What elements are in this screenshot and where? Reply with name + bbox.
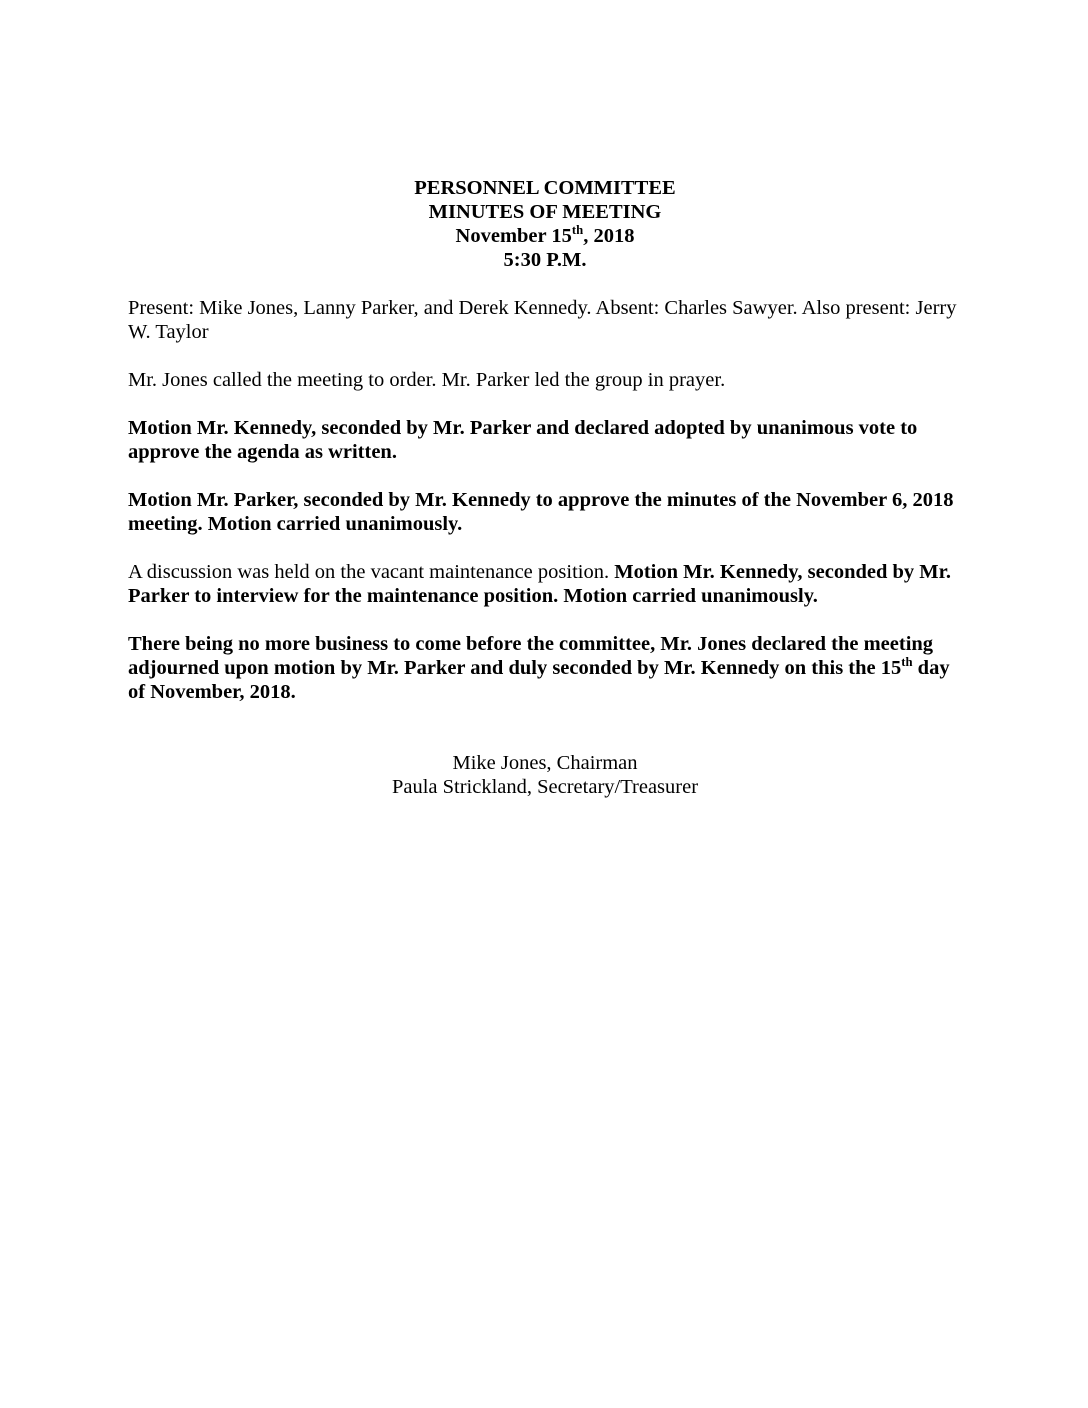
committee-title: PERSONNEL COMMITTEE (414, 177, 676, 199)
discussion-motion-text: Motion Mr. Kennedy, seconded by Mr. Parker to interview for the maintenance position. Motion carried unanimously. (128, 561, 951, 607)
meeting-time: 5:30 P.M. (503, 249, 587, 271)
chairman-signature: Mike Jones, Chairman (452, 752, 638, 774)
adjournment-paragraph (128, 632, 962, 704)
meeting-date-year: , 2018 (583, 225, 635, 247)
minutes-title: MINUTES OF MEETING (428, 201, 662, 223)
document-heading (128, 176, 962, 272)
minutes-motion-paragraph: Motion Mr. Parker, seconded by Mr. Kennedy to approve the minutes of the November 6, 2018 meeting. Motion carried unanimously. (128, 489, 954, 535)
agenda-motion-paragraph: Motion Mr. Kennedy, seconded by Mr. Parker and declared adopted by unanimous vote to approve the agenda as written. (128, 417, 918, 463)
discussion-paragraph (128, 560, 962, 608)
discussion-text: A discussion was held on the vacant maintenance position. (128, 561, 615, 583)
call-to-order-paragraph: Mr. Jones called the meeting to order. Mr. Parker led the group in prayer. (128, 369, 726, 391)
signature-block (128, 751, 962, 799)
adjournment-ordinal: th (901, 655, 913, 670)
adjournment-text: There being no more business to come before the committee, Mr. Jones declared the meeting adjourned upon motion by Mr. Parker and duly seconded by Mr. Kennedy on this the 15 (128, 633, 934, 679)
attendance-paragraph: Present: Mike Jones, Lanny Parker, and Derek Kennedy. Absent: Charles Sawyer. Also present: Jerry W. Taylor (128, 297, 957, 343)
meeting-date-month-day: November 15 (455, 225, 572, 247)
secretary-signature: Paula Strickland, Secretary/Treasurer (391, 776, 699, 798)
minutes-body (128, 176, 962, 799)
adjournment-date-text: day of November, 2018. (128, 657, 950, 703)
meeting-date-ordinal: th (571, 223, 584, 238)
meeting-date (128, 224, 962, 248)
